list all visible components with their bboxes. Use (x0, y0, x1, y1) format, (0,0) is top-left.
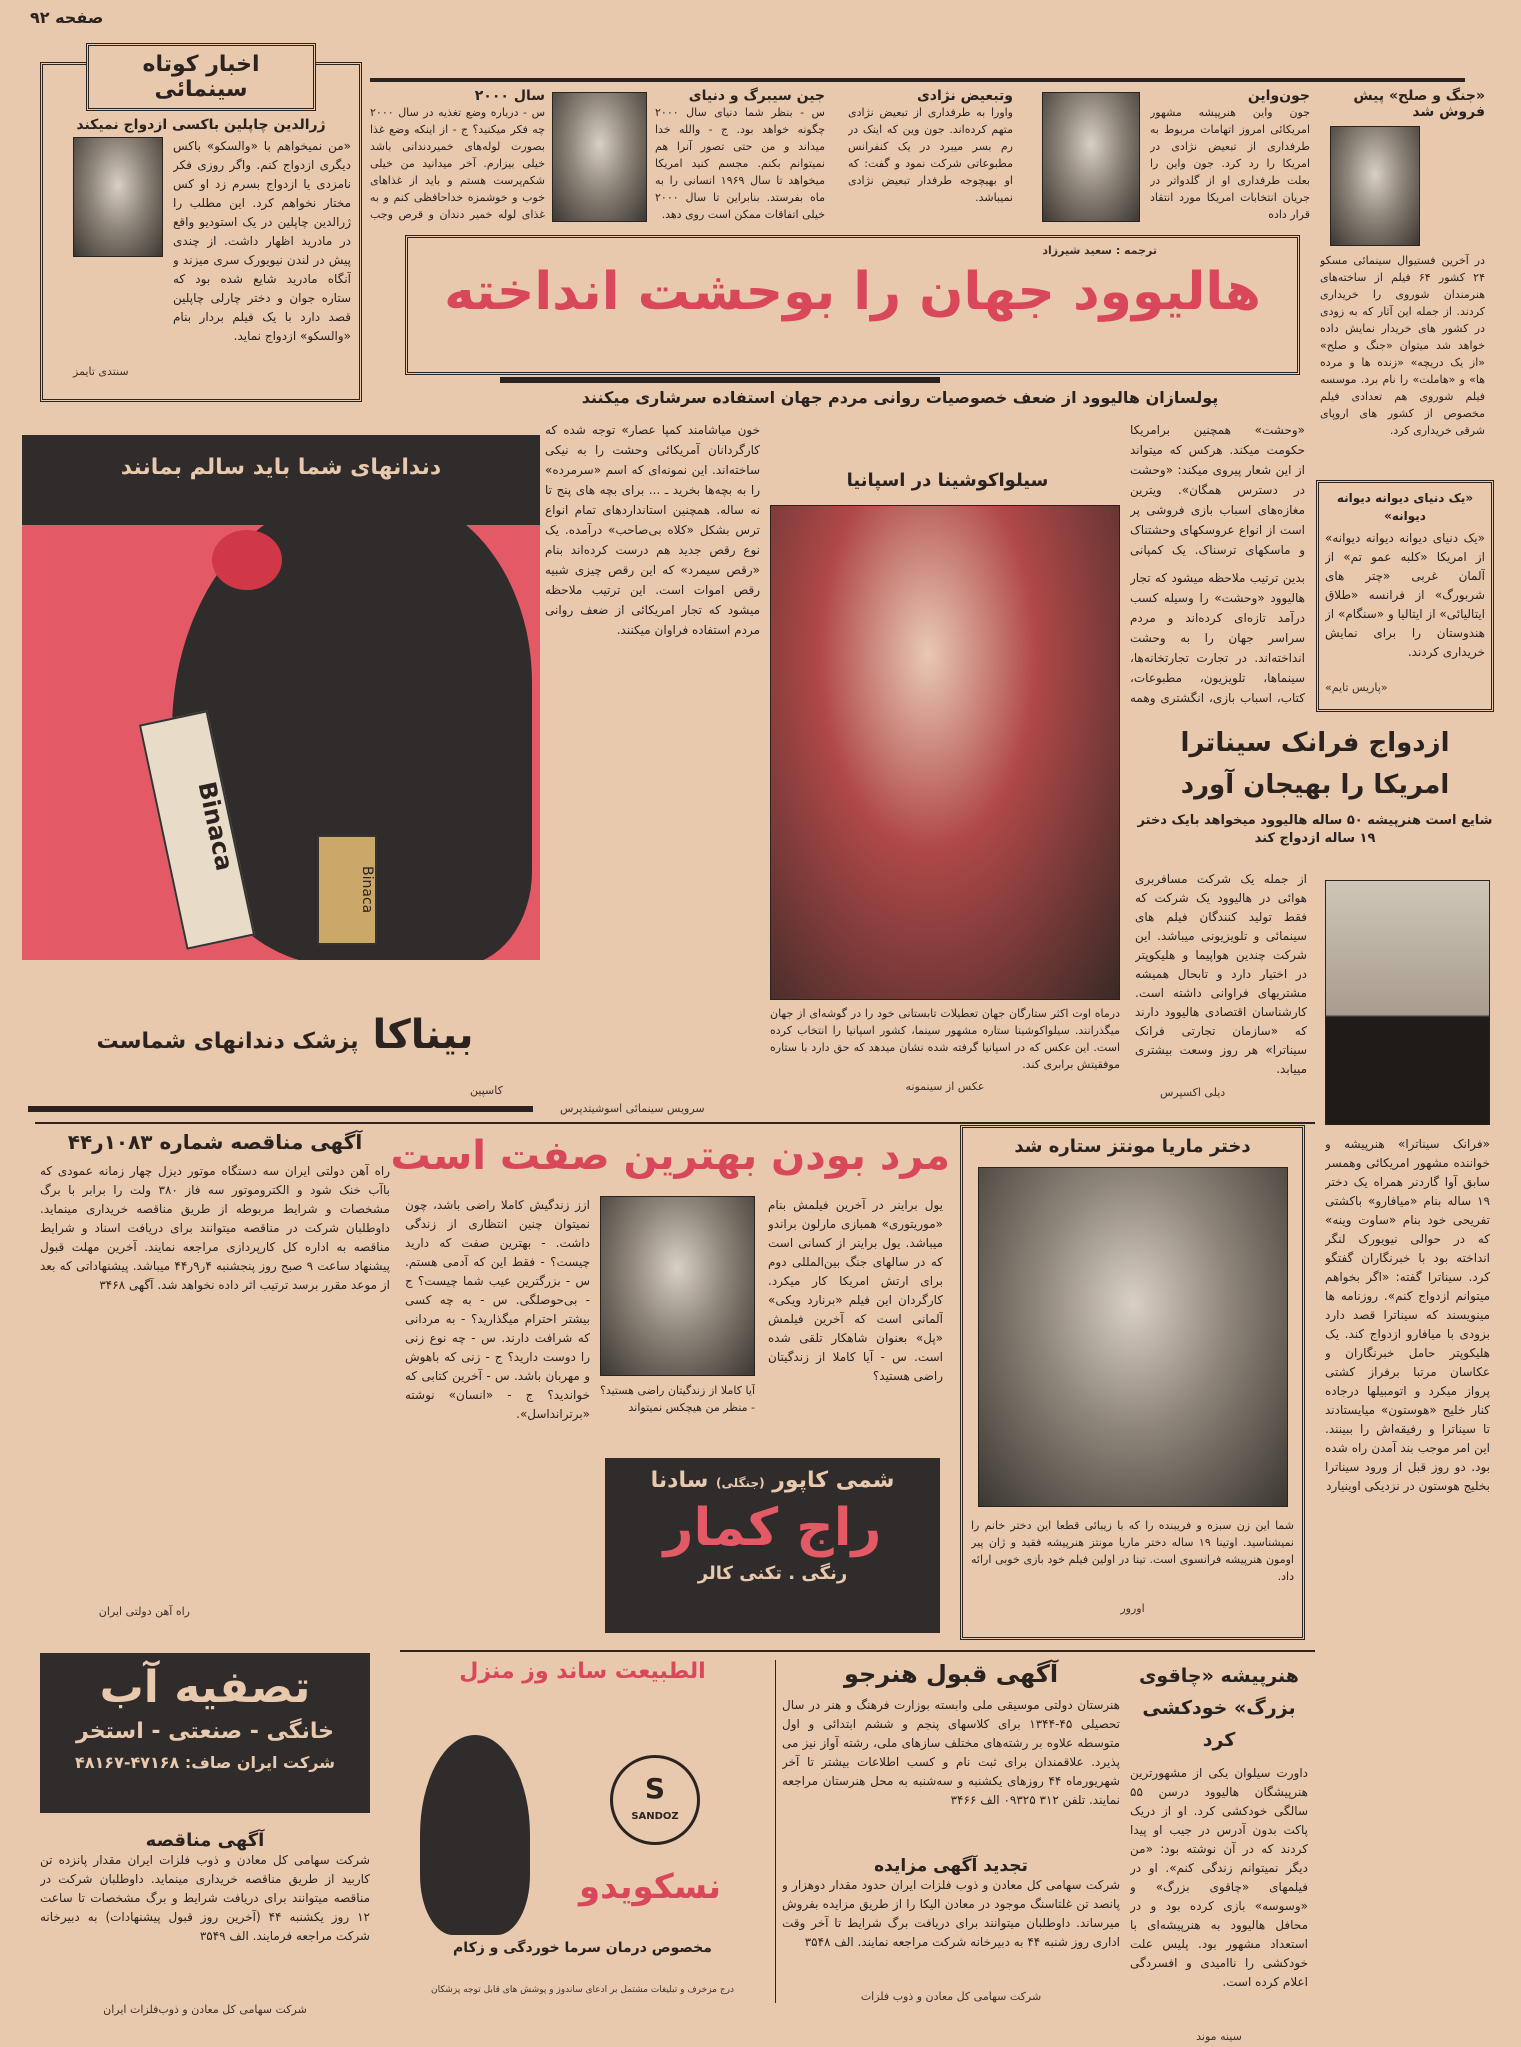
raj-kumar-cast (605, 1468, 940, 1493)
top-item-seberg (655, 88, 825, 223)
auction-body: شرکت سهامی کل معادن و ذوب فلزات ایران حدود مقدار دوهزار و پانصد تن غلتاسنگ موجود در معادن الیکا را از طریق مزایده بفروش میرساند. داوطلبان میتوانند برای دریافت برگ شرایط تا آخر وقت اداری روز شنبه ۴۴ به دبیرخانه شرکت مراجعه نمایند. الف ۳۵۴۸ (782, 1878, 1120, 1949)
mouthwash-bottle: Binaca (317, 835, 377, 945)
main-story-source: سرویس سینمائی اسوشیتدپرس (560, 1102, 705, 1115)
sandoz-ad (400, 1655, 765, 2040)
co-star: سادنا (650, 1468, 709, 1493)
short-news-box (40, 52, 362, 402)
binaca-tagline: پزشک دندانهای شماست (96, 1029, 359, 1054)
top-item-title: سال ۲۰۰۰ (474, 88, 545, 104)
chaplin-source: سنتدی تایمز (73, 365, 129, 378)
sinatra-body: از جمله یک شرکت مسافربری هوائی در هالیوود یک شرکت که فقط تولید کنندگان فیلم های سینمائی و تلویزیونی میباشد. این شرکت چندین هواپیما و هلیکوپتر در اختیار دارد و تابحال همیشه مشتریهای فراوانی داشته است. کارشناسان اقتصادی هالیوود دارند که «سازمان تجارتی فرانک سیناترا» هر روز وسعت بیشتری مییابد. (1135, 872, 1307, 1076)
sandoz-footer: درج مزخرف و تبلیغات مشتمل بر ادعای ساندوز و پوشش های قابل توجه پزشکان (430, 1985, 735, 1995)
top-item-war-peace (1320, 88, 1485, 507)
top-item-title: وتبعیض نژادی (916, 88, 1013, 104)
ad-rule (28, 1106, 533, 1112)
tender-2-headline: آگهی مناقصه (145, 1830, 265, 1851)
manhood-col-b: ازز زندگیش کاملا راضی باشد، چون نمیتوان چنین انتظاری از زندگی داشت. - بهترین صفت که دارید چیست؟ - فقط این که آدمی هستم. س - بزرگترین عیب شما چیست؟ ج - بی‌حوصلگی. س - به چه کسی بیشتر احترام میگذارید؟ - به مردانی که شرافت دارند. س - چه نوع زنی را دوست دارید؟ ج - زنی که باهوش و مهربان باشد. س - آخرین کتابی که خواندید؟ ج - «انسان» نوشته «برترانداسل». (405, 1198, 590, 1421)
suicide-source: سینه موند (1196, 2030, 1242, 2043)
chaplin-photo (73, 137, 163, 257)
sinatra-headline-1: ازدواج فرانک سیناترا (1180, 728, 1450, 758)
water-ad-subtitle: خانگی - صنعتی - استخر (76, 1719, 334, 1744)
foreign-films-box (1316, 480, 1494, 712)
top-item-body: جون واین هنرپیشه مشهور امریکائی امروز اتهامات مربوط به طرفداری از تبعیض نژادی در امریکا را رد کرد. جون واین را بعلت طرفداری او از گلدواتر در جریان انتخابات امریکا مورد انتقاد قرار داده (1150, 106, 1310, 221)
tender-2-body: شرکت سهامی کل معادن و ذوب فلزات ایران مقدار پانزده تن کاربید از طریق مناقصه خریداری مینماید. داوطلبان شرکت در مناقصه میتوانند برای دریافت شرایط و برگ مشخصات تا ساعت ۱۲ روز یکشنبه ۴۴ (آخرین روز قبول پیشنهادات) به دبیرخانه شرکت مراجعه فرمایند. الف ۳۵۴۹ (40, 1853, 370, 1943)
conservatory-headline: آگهی قبول هنرجو (843, 1660, 1059, 1688)
top-item-body: واورا به طرفداری از تبعیض نژادی متهم کرده‌اند. جون وین که اینک در رم بسر میبرد در یک کنفرانس مطبوعاتی شرکت نمود و گفت: که او بهیچوجه طرفدار تبعیض نژادی نمیباشد. (848, 106, 1013, 204)
sandoz-product: نسکویدو (579, 1867, 721, 1907)
top-item-title: جون‌واین (1247, 88, 1310, 104)
photo-credit: عکس از سینمونه (905, 1080, 985, 1093)
top-item-2000 (370, 88, 545, 223)
sinatra-source: دیلی اکسپرس (1160, 1086, 1226, 1099)
tender-1-signature: راه آهن دولتی ایران (98, 1605, 190, 1618)
rose-icon (212, 530, 282, 590)
sandoz-headline: الطبیعت ساند وز منزل (459, 1659, 706, 1684)
tender-1-headline: آگهی مناقصه شماره ۱۰۸۳ر۴۴ (67, 1130, 363, 1154)
main-subheadline: پولسازان هالیوود از ضعف خصوصیات روانی مردم جهان استفاده سرشاری میکنند (581, 388, 1219, 407)
tender-1 (40, 1130, 390, 1618)
translator-credit: ترجمه : سعید شیرزاد (1042, 244, 1157, 257)
tender-2 (40, 1830, 370, 2016)
conservatory-body: هنرستان دولتی موسیقی ملی وابسته بوزارت فرهنگ و هنر در سال تحصیلی ۴۵-۱۳۴۴ برای کلاسهای پنجم و ششم ابتدائی و اول متوسطه علاوه بر رشته‌های مختلف سازهای ملی، رشته آواز نیز می پذیرد. علاقمندان برای ثبت نام و کسب اطلاعات بیشتر تا آخر شهریورماه ۴۴ روزهای یکشنبه و سه‌شنبه به محل هنرستان مراجعه نمایند. تلفن ۳۱۲ ۰۹۳۲۵ الف ۳۴۶۶ (782, 1698, 1120, 1807)
suicide-story (1130, 1660, 1308, 2043)
sinatra-headline-2: امریکا را بهیجان آورد (1180, 770, 1450, 800)
sinatra-headline (1135, 722, 1495, 806)
ad-dark-band (22, 435, 540, 525)
main-headline-box (405, 235, 1300, 375)
sandoz-tagline: مخصوص درمان سرما خوردگی و زکام (453, 1940, 712, 1956)
section-rule (35, 1122, 1315, 1124)
yul-brynner-caption: آیا کاملا از زندگیتان راضی هستید؟ - منظر من هیچکس نمیتواند (600, 1384, 755, 1414)
auction-headline: تجدید آگهی مزایده (874, 1856, 1028, 1876)
tender-1-body: راه آهن دولتی ایران سه دستگاه موتور دیزل چهار زمانه عمودی که باآب خنک شود و الکتروموتور سه فاز ۳۸۰ ولت را برابر با برگ مشخصات و شرایط مربوطه از طریق مناقصه خریداری مینماید. داوطلبان شرکت در مناقصه میتوانند برای دریافت اسناد و شرایط مناقصه به اداره کل کارپردازی مراجعه نمایند. آخرین مهلت قبول پیشنهاد ساعت ۹ صبح روز پنجشنبه ۴ر۹ر۴۴ میباشد. پیشنهاداتی که بعد از موعد مقرر برسد ترتیب اثر داده نخواهد شد. آگهی ۳۴۶۸ (40, 1164, 390, 1292)
main-story-col-c: بدین ترتیب ملاحظه میشود که تجار هالیوود «وحشت» را وسیله کسب درآمد تازه‌ای کرده‌اند و مردم سراسر جهان را به وحشت انداخته‌اند. در تجارت تجارتخانه‌ها، سینماها، تلویزیون، مطبوعات، کتاب، اسباب بازی، انگشتری وهمه (1130, 571, 1305, 705)
yul-brynner-photo (600, 1196, 755, 1376)
silva-koscina-photo (770, 505, 1120, 1000)
actress-photo (1330, 126, 1420, 246)
bottom-rule (400, 1650, 1315, 1652)
montez-box (960, 1125, 1305, 1640)
suicide-headline: هنرپیشه «چاقوی بزرگ» خودکشی کرد (1139, 1665, 1299, 1751)
man-sneezing-illustration (420, 1735, 530, 1935)
water-ad-title: تصفیه آب (99, 1662, 311, 1713)
photo-caption: سیلواکوشینا در اسپانیا (846, 470, 1049, 491)
sandoz-logo: S SANDOZ (610, 1755, 700, 1845)
raj-kumar-title: راج کمار (663, 1498, 882, 1558)
toothpaste-tube: Binaca (139, 710, 255, 950)
manhood-headline: مرد بودن بهترین صفت است (390, 1133, 950, 1179)
foreign-films-headline: «یک دنیای دیوانه دیوانه دیوانه» (1336, 491, 1474, 523)
manhood-col-a: یول براینر در آخرین فیلمش بنام «موریتوری» همبازی مارلون براندو میباشد. یول براینر از کسانی است که در سالهای جنگ بین‌المللی دوم برای ارتش امریکا کار میکرد. کارگردان این فیلم «برنارد ویکی» آلمانی است که آخرین فیلمش «پل» بعنوان شاهکار تلقی شده است. س - آیا کاملا از زندگیتان راضی هستید؟ (768, 1198, 943, 1383)
binaca-ad (22, 435, 540, 960)
top-item-title: جین سیبرگ و دنیای (688, 88, 825, 104)
montez-source: اورور (1120, 1602, 1145, 1615)
montez-headline: دختر ماریا مونتز ستاره شد (1014, 1136, 1251, 1157)
water-ad (40, 1653, 370, 1813)
john-wayne-photo (1042, 92, 1140, 222)
foreign-films-source: «پاریس تایم» (1325, 681, 1388, 694)
photo-description: درماه اوت اکثر ستارگان جهان تعطیلات تابستانی خود را در گوشه‌ای از جهان میگذرانند. سیلواکوشینا ستاره مشهور سینما، کشور اسپانیا را انتخاب کرده است. این عکس که در اسپانیا گرفته شده نشان میدهد که حق دارد با ستاره موفقیتش برابری کند. (770, 1007, 1120, 1071)
role: (جنگلی) (716, 1476, 765, 1490)
binaca-brand: بیناکا (372, 1012, 474, 1058)
main-headline: هالیوود جهان را بوحشت انداخته (444, 262, 1261, 322)
sandoz-brand: SANDOZ (631, 1811, 679, 1822)
headline-rule (500, 377, 940, 383)
top-item-body: س - درباره وضع تغذیه در سال ۲۰۰۰ چه فکر میکنید؟ ج - از اینکه وضع غذا بصورت لوله‌های خمیردندانی باشد خیلی بیزارم. آخر میدانید من خیلی شکم‌پرست هستم و باید از غذاهای خوب و خوشمزه خداحافظی کنم و به غذای لوله خمیر دندان و قرص وجب (370, 106, 545, 221)
ad-agency: کاسپین (470, 1084, 503, 1097)
top-item-title: «جنگ و صلح» پیش فروش شد (1353, 88, 1485, 120)
auction-signature: شرکت سهامی کل معادن و ذوب فلزات (860, 1990, 1042, 2003)
foreign-films-body: «یک دنیای دیوانه دیوانه دیوانه» از امریکا «کلبه عمو تم» از آلمان غربی «چتر های شربورگ» از فرانسه «طلاق ایتالیائی» از ایتالیا و «سنگام» از هندوستان را برای نمایش خریداری کردند. (1325, 531, 1485, 659)
raj-kumar-tagline: رنگی . تکنی کالر (697, 1563, 848, 1584)
top-item-racism (848, 88, 1013, 223)
main-story-col-a: «وحشت» همچنین برامریکا حکومت میکند. هرکس که میتواند از این شعار پیروی میکند: «وحشت در دسترس همگان». ویترین مغازه‌های اسباب بازی فروشی پر است از انواع عروسکهای وحشتناک و ماسکهای ترسناک. یک کمپانی (1130, 423, 1305, 557)
jean-seberg-photo (552, 92, 647, 222)
water-ad-company: شرکت ایران صاف: ۴۷۱۶۸-۴۸۱۶۷ (75, 1753, 335, 1772)
raj-kumar-ad (605, 1458, 940, 1633)
binaca-brand-line (30, 1012, 540, 1058)
binaca-slogan: دندانهای شما باید سالم بمانند (120, 455, 442, 480)
page-number: صفحه ۹۲ (30, 8, 104, 27)
top-item-body: در آخرین فستیوال سینمائی مسکو ۲۴ کشور ۶۴ فیلم از ساخته‌های هنرمندان شوروی را خریداری کردند. از جمله این آثار که به زودی در کشور های خریدار نمایش داده خواهد شد میتوان «جنگ و صلح» «از یک دریچه» «زنده ها و مرده ها» و «هاملت» را نام برد. موسسه فیلم شوروی هم تعدادی فیلم مخصوص از کشور های اروپای شرقی خریداری کرد. (1320, 254, 1485, 437)
chaplin-headline: ژرالدین چاپلین باکسی ازدواج نمیکند (76, 117, 326, 133)
sinatra-photo (1325, 880, 1490, 1125)
tender-2-signature: شرکت سهامی کل معادن و ذوب‌فلزات ایران (103, 2003, 307, 2016)
conservatory-notice (775, 1660, 1120, 2003)
suicide-body: داورت سیلوان یکی از مشهورترین هنرپیشگان هالیوود درسن ۵۵ سالگی خودکشی کرد. او از دریک پاکت بدون آدرس در جیب او پیدا کردند که در آن نوشته بود: «من دیگر نمیتوانم زندگی کنم». او در فیلمهای «چاقوی بزرگ» و «وسوسه» بازی کرده بود و در محافل هالیوود به هنرپیشه‌ای با استعداد مشهور بود. پلیس علت خودکشی را ناامیدی و افسردگی اعلام کرده است. (1130, 1766, 1308, 1989)
montez-caption: شما این زن سبزه و فریبنده را که با زیبائی قطعا این دختر خانم را نمیشناسید. اوتینا ۱۹ ساله دختر ماریا مونتز هنرپیشه فقید و ژان پیر اومون هنرپیشه فرانسوی است. تینا در اولین فیلم خود بازی خوبی ارائه داد. (971, 1519, 1294, 1583)
tina-aumont-photo (978, 1167, 1288, 1507)
actor-name: شمی کاپور (772, 1468, 895, 1493)
sinatra-body-continued: «فرانک سیناترا» هنرپیشه و خواننده مشهور امریکائی وهمسر سابق آوا گاردنر همراه یک دختر ۱۹ ساله بنام «میافارو» باکشتی تفریحی خود بنام «ساوت وینه» که در حوالی نیویورک لنگر انداخته بود با خبرنگاران گفتگو کرد. سیناترا گفته: «اگر بخواهم میتوانم ازدواج کنم». روزنامه ها مینویسند که سیناترا قصد دارد بزودی با میافارو ازدواج کند. یک هلیکوپتر حامل خبرنگاران و عکاسان مرتبا برفراز کشتی پرواز میکرد و اتومبیلها درجاده کنار خلیج «هوستون» میایستادند تا سیناترا و رفیقه‌اش را ببینند. این امر موجب بند آمدن راه شده بود. دو روز قبل از ورود سیناترا بخلیج هوستون در نزدیکی اوینیارد (1325, 1137, 1490, 1493)
sinatra-subheadline: شایع است هنرپیشه ۵۰ ساله هالیوود میخواهد بایک دختر ۱۹ ساله ازدواج کند (1137, 813, 1493, 846)
short-news-title: اخبار کوتاه سینمائی (86, 43, 316, 111)
top-item-john-wayne (1150, 88, 1310, 223)
top-item-body: س - بنظر شما دنیای سال ۲۰۰۰ چگونه خواهد بود. ج - والله خدا میداند و من حتی تصور آنرا هم نمیتوانم بکنم. مجسم کنید امریکا میخواهد تا سال ۱۹۶۹ انسانی را به ماه بفرستد. بنابراین تا سال ۲۰۰۰ خیلی اتفاقات ممکن است روی دهد. (655, 106, 825, 221)
main-story-col-b: خون میاشامند کمپا عصار» توجه شده که کارگردانان آمریکائی وحشت را به نیکی ساخته‌اند. این نمونه‌ای که اسم «سرمرده» را به بچه‌ها بخرید ـ ... برای بچه های پنج تا نه ساله. همچنین استانداردهای تمام انواع ترس بشکل «کلاه بی‌صاحب» درآمده. یک نوع رقص جدید هم درست کرده‌اند بنام «رقص سیمرد» که این رقص چیزی شبیه رقص اموات است. این ترتیب ملاحظه میشود که تجار امریکائی از ضعف روانی مردم استفاده فراوان میکنند. (545, 423, 760, 637)
chaplin-body: «من نمیخواهم با «والسکو» باکس دیگری ازدواج کنم. واگر روزی فکر نامزدی یا ازدواج بسرم زد او کس مختار نخواهم کرد. این مطلب را ژرالدین چاپلین در یک استودیو واقع در مادرید اظهار داشت. از چندی پیش در لندن نیویورک سری میزند و آنگاه مادرید شایع شده بود که ستاره جوان و دختر چارلی چاپلین قصد دارد با یک فیلم بردار بنام «والسکو» ازدواج نماید. (173, 139, 351, 343)
top-rule (370, 78, 1465, 82)
